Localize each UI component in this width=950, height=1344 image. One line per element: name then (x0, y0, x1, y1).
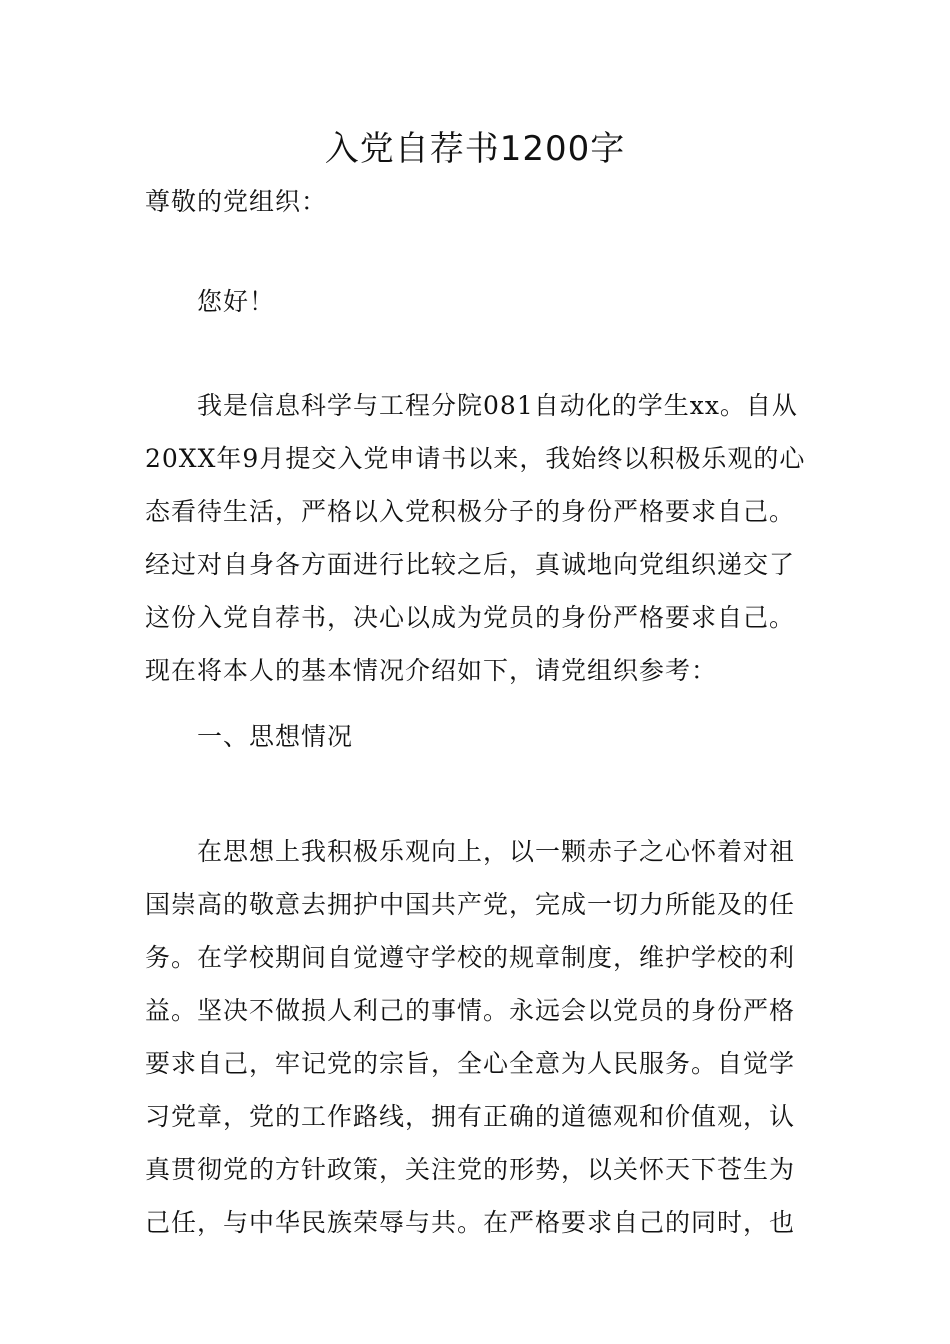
paragraph-line: 经过对自身各方面进行比较之后，真诚地向党组织递交了 (145, 550, 796, 579)
paragraph-thought (145, 825, 810, 1245)
paragraph-line: 20XX年9月提交入党申请书以来，我始终以积极乐观的心 (145, 444, 806, 473)
paragraph-line: 这份入党自荐书，决心以成为党员的身份严格要求自己。 (145, 603, 796, 632)
section-heading-thought: 一、思想情况 (197, 722, 354, 751)
paragraph-line: 要求自己，牢记党的宗旨，全心全意为人民服务。自觉学 (145, 1049, 796, 1078)
paragraph-introduction (145, 379, 810, 685)
salutation: 尊敬的党组织： (145, 187, 328, 216)
paragraph-line: 务。在学校期间自觉遵守学校的规章制度，维护学校的利 (145, 943, 796, 972)
paragraph-line: 益。坚决不做损人利己的事情。永远会以党员的身份严格 (145, 996, 796, 1025)
paragraph-line: 态看待生活，严格以入党积极分子的身份严格要求自己。 (145, 497, 796, 526)
paragraph-line: 在思想上我积极乐观向上，以一颗赤子之心怀着对祖 (197, 837, 796, 866)
greeting: 您好！ (197, 287, 276, 316)
paragraph-line: 真贯彻党的方针政策，关注党的形势，以关怀天下苍生为 (145, 1155, 796, 1184)
paragraph-line: 己任，与中华民族荣辱与共。在严格要求自己的同时，也 (145, 1208, 796, 1237)
paragraph-line: 习党章，党的工作路线，拥有正确的道德观和价值观，认 (145, 1102, 796, 1131)
document-title: 入党自荐书1200字 (324, 129, 626, 169)
paragraph-line: 现在将本人的基本情况介绍如下，请党组织参考： (145, 656, 718, 685)
paragraph-line: 我是信息科学与工程分院081自动化的学生xx。自从 (197, 391, 798, 420)
paragraph-line: 国崇高的敬意去拥护中国共产党，完成一切力所能及的任 (145, 890, 796, 919)
